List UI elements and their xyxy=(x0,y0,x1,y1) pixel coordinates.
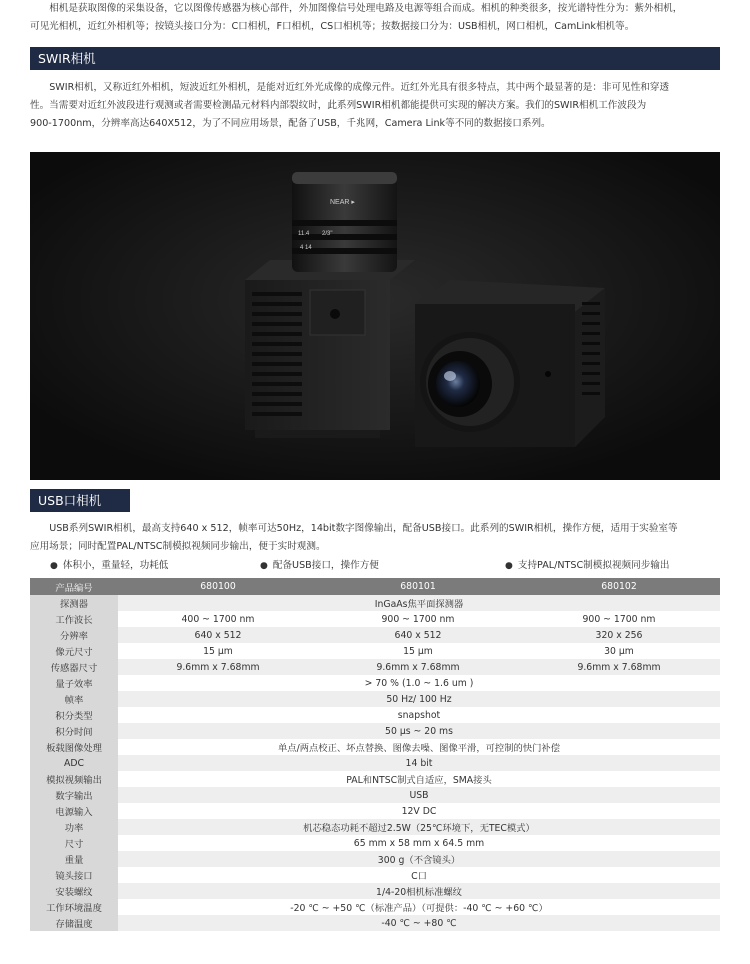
camera-illustration xyxy=(30,152,720,480)
spec-label: 探测器 xyxy=(30,595,118,611)
table-row xyxy=(30,691,720,707)
lens-front xyxy=(420,332,520,432)
lens-top xyxy=(292,172,397,272)
table-row xyxy=(30,771,720,787)
swir-line-2: 性。当需要对近红外波段进行观测或者需要检测晶元材料内部裂纹时，此系列SWIR相机都能提供可实现的解决方案。我们的SWIR相机工作波段为 xyxy=(30,100,647,111)
spec-label: 重量 xyxy=(30,851,118,867)
spec-value: C口 xyxy=(118,867,720,883)
table-row xyxy=(30,643,720,659)
spec-label: 功率 xyxy=(30,819,118,835)
intro-line-1: 相机是获取图像的采集设备，它以图像传感器为核心部件，外加图像信号处理电路及电源等组合而成。相机的种类很多，按光谱特性分为：紫外相机， xyxy=(49,3,683,14)
feature-item: ● 支持PAL/NTSC制模拟视频同步输出 xyxy=(505,557,670,575)
spec-value: 9.6mm x 7.68mm xyxy=(518,659,720,675)
section-header-swir xyxy=(30,47,720,70)
spec-label: 像元尺寸 xyxy=(30,643,118,659)
spec-value: 50 µs ~ 20 ms xyxy=(118,723,720,739)
spec-value: 9.6mm x 7.68mm xyxy=(318,659,518,675)
spec-label: 帧率 xyxy=(30,691,118,707)
spec-value: 1/4-20相机标准螺纹 xyxy=(118,883,720,899)
spec-value: 900 ~ 1700 nm xyxy=(318,611,518,627)
table-row xyxy=(30,707,720,723)
intro-line-2: 可见光相机，近红外相机等；按镜头接口分为：C口相机，F口相机，CS口相机等；按数据接口分为：USB相机，网口相机，CamLink相机等。 xyxy=(30,21,635,32)
feature-list xyxy=(50,557,720,575)
spec-label: 工作波长 xyxy=(30,611,118,627)
section-header-usb xyxy=(30,489,130,512)
spec-value: 单点/两点校正、坏点替换、图像去噪、图像平滑，可控制的快门补偿 xyxy=(118,739,720,755)
spec-label: 量子效率 xyxy=(30,675,118,691)
spec-value: InGaAs焦平面探测器 xyxy=(118,595,720,611)
spec-label: 尺寸 xyxy=(30,835,118,851)
table-row xyxy=(30,803,720,819)
spec-label: 数字输出 xyxy=(30,787,118,803)
spec-value: 300 g（不含镜头） xyxy=(118,851,720,867)
spec-value: 900 ~ 1700 nm xyxy=(518,611,720,627)
feature-item: ● 体积小，重量轻，功耗低 xyxy=(50,557,168,575)
spec-label: 存储温度 xyxy=(30,915,118,931)
table-row xyxy=(30,835,720,851)
table-row xyxy=(30,611,720,627)
spec-value: snapshot xyxy=(118,707,720,723)
spec-value: 400 ~ 1700 nm xyxy=(118,611,318,627)
spec-value: 30 µm xyxy=(518,643,720,659)
table-row xyxy=(30,739,720,755)
lens-num-label: 4 14 xyxy=(300,245,312,251)
spec-value: 机芯稳态功耗不超过2.5W（25℃环境下，无TEC模式） xyxy=(118,819,720,835)
table-row xyxy=(30,627,720,643)
spec-label: 安装螺纹 xyxy=(30,883,118,899)
spec-label: 积分时间 xyxy=(30,723,118,739)
table-row xyxy=(30,787,720,803)
table-row xyxy=(30,851,720,867)
spec-label: 板载图像处理 xyxy=(30,739,118,755)
spec-label: 电源输入 xyxy=(30,803,118,819)
table-row xyxy=(30,867,720,883)
usb-line-1: USB系列SWIR相机，最高支持640 x 512，帧率可达50Hz，14bit数字图像输出，配备USB接口。此系列的SWIR相机，操作方便，适用于实验室等 xyxy=(49,523,678,534)
usb-line-2: 应用场景；同时配置PAL/NTSC制模拟视频同步输出，便于实时观测。 xyxy=(30,541,326,552)
spec-value: 12V DC xyxy=(118,803,720,819)
spec-label: 模拟视频输出 xyxy=(30,771,118,787)
section-title-usb: USB口相机 xyxy=(30,489,109,512)
spec-value: 15 µm xyxy=(118,643,318,659)
spec-value: 14 bit xyxy=(118,755,720,771)
spec-table xyxy=(30,578,720,931)
table-row xyxy=(30,915,720,931)
table-row xyxy=(30,819,720,835)
table-row xyxy=(30,723,720,739)
header-model: 680101 xyxy=(318,578,518,595)
spec-value: 9.6mm x 7.68mm xyxy=(118,659,318,675)
spec-value: 50 Hz/ 100 Hz xyxy=(118,691,720,707)
camera-product-photo xyxy=(30,152,720,480)
table-row xyxy=(30,899,720,915)
spec-value: -40 ℃ ~ +80 ℃ xyxy=(118,915,720,931)
spec-value: 320 x 256 xyxy=(518,627,720,643)
spec-label: 分辨率 xyxy=(30,627,118,643)
table-row xyxy=(30,659,720,675)
header-product-id: 产品编号 xyxy=(30,578,118,595)
lens-f-label: 11.4 xyxy=(298,231,310,237)
swir-description xyxy=(30,79,720,133)
table-row xyxy=(30,675,720,691)
table-row xyxy=(30,595,720,611)
spec-value: 65 mm x 58 mm x 64.5 mm xyxy=(118,835,720,851)
table-row xyxy=(30,883,720,899)
spec-value: 640 x 512 xyxy=(118,627,318,643)
usb-description xyxy=(30,520,720,556)
header-model: 680102 xyxy=(518,578,720,595)
spec-value: USB xyxy=(118,787,720,803)
lens-ratio-label: 2/3" xyxy=(322,231,333,237)
spec-label: 工作环境温度 xyxy=(30,899,118,915)
table-row xyxy=(30,755,720,771)
intro-text xyxy=(30,0,720,36)
spec-label: 积分类型 xyxy=(30,707,118,723)
spec-label: 传感器尺寸 xyxy=(30,659,118,675)
swir-line-1: SWIR相机，又称近红外相机，短波近红外相机，是能对近红外光成像的成像元件。近红外光具有很多特点，其中两个最显著的是：非可见性和穿透 xyxy=(49,82,670,93)
spec-value: > 70 % (1.0 ~ 1.6 um ) xyxy=(118,675,720,691)
spec-table-header xyxy=(30,578,720,595)
lens-near-label: NEAR ▸ xyxy=(330,199,355,206)
swir-line-3: 900-1700nm，分辨率高达640X512，为了不同应用场景，配备了USB，千兆网，Camera Link等不同的数据接口系列。 xyxy=(30,118,551,129)
feature-item: ● 配备USB接口，操作方便 xyxy=(260,557,379,575)
header-model: 680100 xyxy=(118,578,318,595)
spec-label: 镜头接口 xyxy=(30,867,118,883)
spec-value: PAL和NTSC制式自适应，SMA接头 xyxy=(118,771,720,787)
spec-value: 15 µm xyxy=(318,643,518,659)
spec-value: 640 x 512 xyxy=(318,627,518,643)
spec-label: ADC xyxy=(30,755,118,771)
section-title-swir: SWIR相机 xyxy=(30,47,104,70)
camera-back-body xyxy=(245,260,415,438)
spec-value: -20 ℃ ~ +50 ℃（标准产品）（可提供：-40 ℃ ~ +60 ℃） xyxy=(118,899,720,915)
